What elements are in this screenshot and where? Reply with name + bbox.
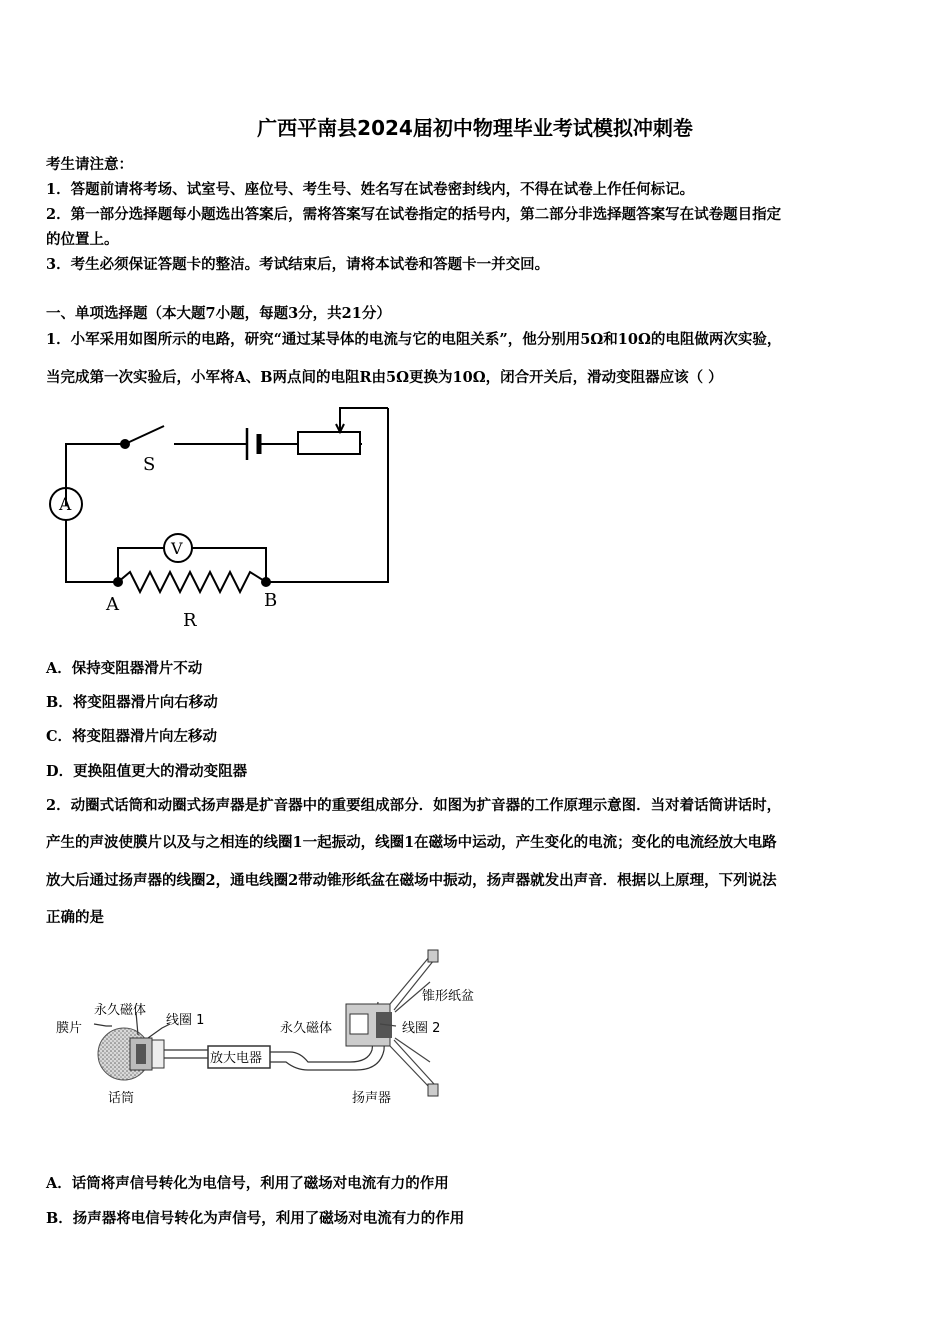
cone-label: 锥形纸盆 xyxy=(422,989,475,1004)
q1-option-c[interactable]: C．将变阻器滑片向左移动 xyxy=(46,728,218,745)
speaker-gap xyxy=(350,1014,368,1034)
mic-holder xyxy=(152,1040,164,1068)
coil-2-label: 线圈 2 xyxy=(402,1021,441,1036)
switch-blade xyxy=(125,426,164,444)
notice-heading: 考生请注意： xyxy=(46,156,133,173)
question-2-text: 产生的声波使膜片以及与之相连的线圈1一起振动，线圈1在磁场中运动，产生变化的电流；变化的电流经放大电路 xyxy=(46,834,777,851)
circuit-diagram xyxy=(40,398,410,634)
q2-option-b[interactable]: B．扬声器将电信号转化为声信号，利用了磁场对电流有力的作用 xyxy=(46,1210,465,1227)
magnet-1-label: 永久磁体 xyxy=(94,1003,147,1018)
question-2-text: 放大后通过扬声器的线圈2，通电线圈2带动锥形纸盆在磁场中振动，扬声器就发出声音．根据以上原理，下列说法 xyxy=(46,872,777,889)
wire-top-left xyxy=(66,444,125,506)
q1-option-b[interactable]: B．将变阻器滑片向右移动 xyxy=(46,694,218,711)
question-1-text: 当完成第一次实验后，小军将A、B两点间的电阻R由5Ω更换为10Ω，闭合开关后，滑动变阻器应该（ ） xyxy=(46,369,723,386)
switch-label: S xyxy=(143,454,156,475)
voltmeter-label: V xyxy=(171,539,183,558)
magnet-2-label: 永久磁体 xyxy=(280,1021,333,1036)
coil-1 xyxy=(136,1044,146,1064)
point-b-label: B xyxy=(264,590,278,611)
mic-wire xyxy=(164,1050,208,1058)
question-2-text: 2．动圈式话筒和动圈式扬声器是扩音器中的重要组成部分．如图为扩音器的工作原理示意图．当对着话筒讲话时， xyxy=(46,797,782,814)
resistor-label: R xyxy=(183,610,197,631)
node-b xyxy=(262,578,270,586)
rheostat-slider-wire xyxy=(340,408,388,432)
section-heading: 一、单项选择题（本大题7小题，每题3分，共21分） xyxy=(46,305,391,322)
resistor-zigzag xyxy=(118,572,266,592)
q1-option-a[interactable]: A．保持变阻器滑片不动 xyxy=(46,660,203,677)
wire-left-bottom xyxy=(66,520,118,582)
microphone-label: 话筒 xyxy=(108,1091,135,1106)
q1-option-d[interactable]: D．更换阻值更大的滑动变阻器 xyxy=(46,763,248,780)
notice-item: 3．考生必须保证答题卡的整洁。考试结束后，请将本试卷和答题卡一并交回。 xyxy=(46,256,550,273)
amplifier-label: 放大电器 xyxy=(210,1051,263,1066)
coil-1-label: 线圈 1 xyxy=(166,1013,205,1028)
page-title: 广西平南县2024届初中物理毕业考试模拟冲刺卷 xyxy=(257,116,693,140)
q2-option-a[interactable]: A．话筒将声信号转化为电信号，利用了磁场对电流有力的作用 xyxy=(46,1175,449,1192)
question-2-text: 正确的是 xyxy=(46,909,104,926)
point-a-label: A xyxy=(106,594,119,615)
diaphragm-leader xyxy=(94,1024,112,1026)
diaphragm-label: 膜片 xyxy=(56,1021,83,1036)
ammeter-label: A xyxy=(59,495,72,515)
notice-item: 的位置上。 xyxy=(46,231,119,248)
cone-edge-bottom xyxy=(428,1084,438,1096)
amplifier-diagram xyxy=(50,942,500,1112)
question-1-text: 1．小军采用如图所示的电路，研究“通过某导体的电流与它的电阻关系”，他分别用5Ω和10Ω的电阻做两次实验， xyxy=(46,331,782,348)
speaker-label: 扬声器 xyxy=(352,1091,392,1106)
notice-item: 2．第一部分选择题每小题选出答案后，需将答案写在试卷指定的括号内，第二部分非选择题答案写在试卷题目指定 xyxy=(46,206,782,223)
notice-item: 1．答题前请将考场、试室号、座位号、考生号、姓名写在试卷密封线内，不得在试卷上作任何标记。 xyxy=(46,181,695,198)
cone-edge-top xyxy=(428,950,438,962)
wire-right xyxy=(266,408,388,582)
rheostat-body xyxy=(298,432,360,454)
node-a xyxy=(114,578,122,586)
wire-voltmeter-right xyxy=(192,548,266,582)
